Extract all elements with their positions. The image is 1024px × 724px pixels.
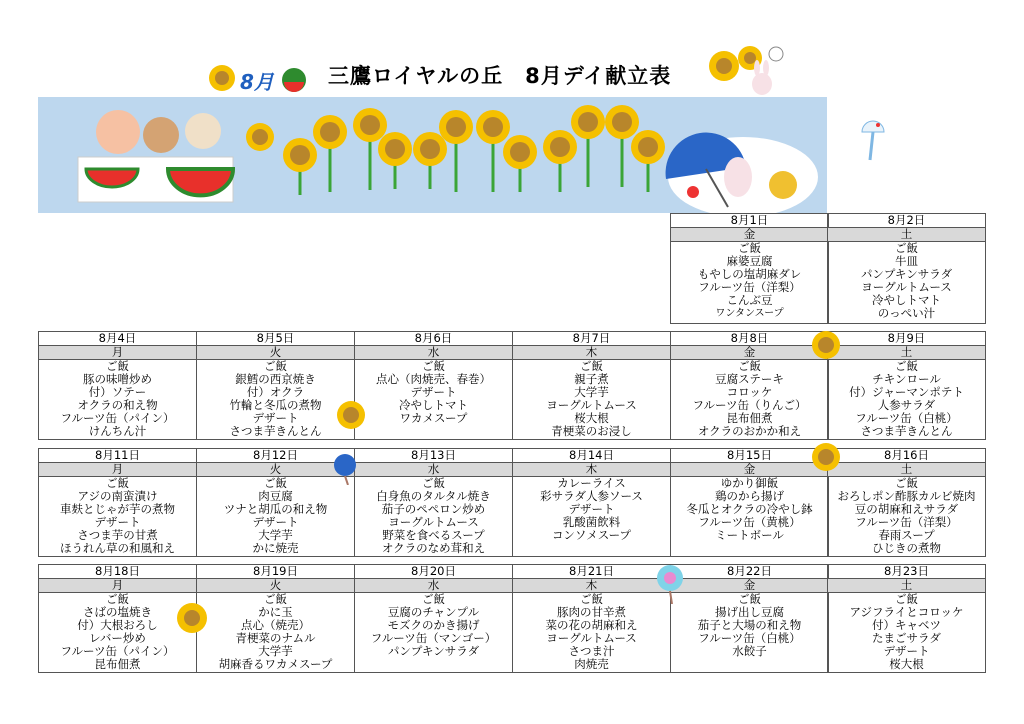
day-date: 8月21日: [513, 565, 670, 579]
month-badge: [206, 60, 311, 96]
menu-item: もやしの塩胡麻ダレ: [697, 268, 802, 281]
day-date: 8月5日: [197, 332, 354, 346]
menu-item: デザート: [94, 516, 141, 529]
menu-items: [828, 360, 985, 438]
menu-item: フルーツ缶（黄桃）: [698, 516, 801, 529]
menu-item: ツナと胡瓜の和え物: [223, 503, 328, 516]
day-weekday: 火: [197, 346, 354, 360]
menu-item: パンプキンサラダ: [860, 268, 953, 281]
menu-item: さつま汁: [568, 645, 615, 658]
menu-item: ご飯: [738, 242, 761, 255]
menu-item: 豆の胡麻和えサラダ: [854, 503, 959, 516]
page-title: 三鷹ロイヤルの丘 8月デイ献立表: [328, 64, 672, 88]
menu-item: 揚げ出し豆腐: [715, 606, 784, 619]
menu-item: ご飯: [106, 477, 129, 490]
menu-item: コンソメスープ: [551, 529, 632, 542]
day-weekday: 木: [513, 346, 670, 360]
sunflower-icon: [336, 400, 366, 430]
menu-item: 付）大根おろし: [77, 619, 158, 632]
menu-item: 豆腐ステーキ: [715, 373, 784, 386]
watermelon-icon: [282, 68, 306, 92]
menu-item: 昆布佃煮: [726, 412, 773, 425]
menu-item: 茄子と大場の和え物: [697, 619, 802, 632]
beach-ball-icon: [769, 171, 797, 199]
crab-icon: [687, 186, 699, 198]
dog-icon: [185, 113, 221, 149]
menu-items: [671, 477, 828, 542]
day-weekday: 月: [39, 463, 196, 477]
menu-item: ワンタンスープ: [715, 308, 784, 319]
menu-item: ご飯: [264, 360, 287, 373]
menu-items: [671, 242, 828, 320]
menu-item: 大学芋: [574, 386, 609, 399]
bunny-icon: [724, 157, 752, 197]
menu-items: [355, 360, 512, 425]
menu-item: デザート: [252, 516, 299, 529]
day-cell: [38, 331, 197, 440]
menu-item: ご飯: [895, 360, 918, 373]
menu-item: ご飯: [264, 477, 287, 490]
day-weekday: 月: [39, 346, 196, 360]
menu-item: アジフライとコロッケ: [849, 606, 964, 619]
day-date: 8月11日: [39, 449, 196, 463]
menu-item: ヨーグルトムース: [546, 399, 637, 412]
menu-item: ご飯: [580, 593, 603, 606]
day-cell: [827, 213, 986, 324]
menu-items: [513, 593, 670, 671]
menu-item: 豆腐のチャンプル: [387, 606, 480, 619]
menu-items: [39, 360, 196, 438]
day-date: 8月13日: [355, 449, 512, 463]
day-cell: [827, 564, 986, 673]
day-weekday: 金: [671, 579, 828, 593]
day-weekday: 水: [355, 579, 512, 593]
menu-item: 冷やしトマト: [399, 399, 468, 412]
menu-item: ご飯: [422, 360, 445, 373]
day-weekday: 水: [355, 463, 512, 477]
day-cell: [670, 213, 829, 324]
day-weekday: 金: [671, 463, 828, 477]
menu-item: 牛皿: [895, 255, 918, 268]
day-weekday: 木: [513, 463, 670, 477]
summer-banner: [38, 97, 827, 213]
day-cell: [827, 448, 986, 557]
menu-item: フルーツ缶（白桃）: [855, 412, 958, 425]
sunflower-row: [246, 105, 665, 195]
day-weekday: 土: [828, 463, 985, 477]
menu-item: フルーツ缶（洋梨）: [855, 516, 958, 529]
menu-item: 冬瓜とオクラの冷やし鉢: [686, 503, 813, 516]
sunflower-icon: [811, 442, 841, 472]
menu-item: レバー炒め: [89, 632, 146, 645]
menu-item: ご飯: [580, 360, 603, 373]
day-date: 8月12日: [197, 449, 354, 463]
day-weekday: 金: [671, 228, 828, 242]
day-weekday: 金: [671, 346, 828, 360]
menu-item: オクラの和え物: [77, 399, 158, 412]
menu-items: [828, 477, 985, 555]
menu-item: ヨーグルトムース: [861, 281, 952, 294]
uchiwa-fan-icon: [654, 564, 686, 604]
day-weekday: 水: [355, 346, 512, 360]
menu-items: [197, 360, 354, 438]
menu-items: [355, 477, 512, 555]
day-cell: [38, 448, 197, 557]
menu-item: デザート: [252, 412, 299, 425]
menu-item: ご飯: [738, 360, 761, 373]
menu-item: 肉焼売: [574, 658, 609, 671]
menu-item: 彩サラダ人参ソース: [540, 490, 643, 503]
menu-item: のっぺい汁: [877, 307, 936, 320]
menu-item: 親子煮: [574, 373, 609, 386]
menu-item: 豚の味噌炒め: [83, 373, 152, 386]
menu-item: ミートボール: [715, 529, 784, 542]
day-weekday: 土: [828, 228, 985, 242]
menu-item: 茄子のペペロン炒め: [381, 503, 486, 516]
menu-item: ご飯: [106, 593, 129, 606]
menu-items: [197, 593, 354, 671]
menu-item: けんちん汁: [88, 425, 147, 438]
menu-item: チキンロール: [872, 373, 941, 386]
pig-icon: [96, 110, 140, 154]
menu-item: カレーライス: [557, 477, 626, 490]
menu-item: デザート: [410, 386, 457, 399]
wind-chime-icon: [858, 112, 888, 167]
day-date: 8月15日: [671, 449, 828, 463]
menu-item: たまごサラダ: [872, 632, 941, 645]
day-cell: [670, 564, 829, 673]
day-cell: [512, 564, 671, 673]
day-date: 8月4日: [39, 332, 196, 346]
day-date: 8月8日: [671, 332, 828, 346]
bear-icon: [143, 117, 179, 153]
banner-illustration: [38, 97, 827, 213]
menu-item: 豚肉の甘辛煮: [557, 606, 626, 619]
menu-item: 人参サラダ: [877, 399, 936, 412]
menu-item: ご飯: [895, 593, 918, 606]
menu-item: 車麸とじゃが芋の煮物: [60, 503, 175, 516]
day-date: 8月9日: [828, 332, 985, 346]
menu-item: 桜大根: [574, 412, 609, 425]
menu-item: ワカメスープ: [399, 412, 468, 425]
menu-item: 点心（焼売）: [241, 619, 310, 632]
menu-item: 点心（肉焼売、春巻）: [376, 373, 491, 386]
menu-item: デザート: [568, 503, 615, 516]
day-date: 8月2日: [828, 214, 985, 228]
menu-item: おろしポン酢豚カルビ焼肉: [837, 490, 976, 503]
day-cell: [670, 331, 829, 440]
day-cell: [196, 564, 355, 673]
menu-item: ご飯: [264, 593, 287, 606]
day-cell: [512, 331, 671, 440]
day-cell: [196, 331, 355, 440]
day-cell: [670, 448, 829, 557]
day-date: 8月18日: [39, 565, 196, 579]
menu-item: フルーツ缶（白桃）: [698, 632, 801, 645]
menu-item: 乳酸菌飲料: [562, 516, 621, 529]
menu-item: ご飯: [106, 360, 129, 373]
menu-item: コロッケ: [726, 386, 773, 399]
menu-item: 菜の花の胡麻和え: [545, 619, 638, 632]
menu-item: 付）ソテー: [88, 386, 147, 399]
day-weekday: 火: [197, 579, 354, 593]
menu-item: 春雨スープ: [878, 529, 935, 542]
menu-item: かに焼売: [252, 542, 299, 555]
day-cell: [827, 331, 986, 440]
menu-items: [671, 593, 828, 658]
day-date: 8月14日: [513, 449, 670, 463]
day-weekday: 木: [513, 579, 670, 593]
day-date: 8月19日: [197, 565, 354, 579]
menu-items: [671, 360, 828, 438]
menu-item: ほうれん草の和風和え: [60, 542, 175, 555]
menu-item: 付）キャベツ: [872, 619, 941, 632]
menu-items: [39, 593, 196, 671]
menu-item: 野菜を食べるスープ: [382, 529, 485, 542]
menu-item: ひじきの煮物: [872, 542, 941, 555]
menu-item: 大学芋: [258, 529, 293, 542]
menu-item: フルーツ缶（洋梨）: [698, 281, 801, 294]
day-weekday: 土: [828, 579, 985, 593]
day-date: 8月23日: [828, 565, 985, 579]
menu-item: 肉豆腐: [258, 490, 293, 503]
menu-items: [197, 477, 354, 555]
menu-items: [39, 477, 196, 555]
menu-item: フルーツ缶（パイン）: [60, 412, 175, 425]
menu-item: 昆布佃煮: [94, 658, 141, 671]
menu-item: さつま芋の甘煮: [77, 529, 158, 542]
menu-items: [513, 360, 670, 438]
day-weekday: 月: [39, 579, 196, 593]
uchiwa-fan-icon: [330, 453, 360, 485]
menu-item: ご飯: [422, 593, 445, 606]
menu-item: 白身魚のタルタル焼き: [376, 490, 491, 503]
day-date: 8月16日: [828, 449, 985, 463]
menu-item: ご飯: [422, 477, 445, 490]
menu-item: 水餃子: [732, 645, 767, 658]
menu-item: 青梗菜のナムル: [235, 632, 316, 645]
menu-item: ご飯: [895, 477, 918, 490]
menu-item: こんぶ豆: [726, 294, 773, 307]
day-cell: [512, 448, 671, 557]
menu-items: [828, 593, 985, 671]
menu-item: ご飯: [895, 242, 918, 255]
day-cell: [354, 331, 513, 440]
menu-items: [513, 477, 670, 542]
sunflower-bunny-decoration: [706, 44, 786, 99]
menu-item: 銀鱈の西京焼き: [235, 373, 316, 386]
menu-item: オクラのおかか和え: [697, 425, 802, 438]
menu-item: フルーツ缶（パイン）: [60, 645, 175, 658]
menu-item: さつま芋きんとん: [860, 425, 953, 438]
menu-item: 竹輪と冬瓜の煮物: [229, 399, 322, 412]
day-cell: [354, 564, 513, 673]
menu-items: [355, 593, 512, 658]
menu-item: かに玉: [258, 606, 293, 619]
menu-item: アジの南蛮漬け: [77, 490, 158, 503]
menu-item: 桜大根: [889, 658, 924, 671]
menu-item: ご飯: [738, 593, 761, 606]
menu-item: 胡麻香るワカメスープ: [218, 658, 333, 671]
day-weekday: 火: [197, 463, 354, 477]
menu-items: [828, 242, 985, 320]
menu-item: ヨーグルトムース: [388, 516, 479, 529]
day-date: 8月22日: [671, 565, 828, 579]
menu-item: デザート: [883, 645, 930, 658]
sunflower-icon: [176, 602, 208, 634]
menu-item: 付）ジャーマンポテト: [849, 386, 964, 399]
menu-item: 大学芋: [258, 645, 293, 658]
day-date: 8月20日: [355, 565, 512, 579]
day-cell: [354, 448, 513, 557]
menu-item: フルーツ缶（マンゴー）: [370, 632, 497, 645]
menu-item: さつま芋きんとん: [229, 425, 322, 438]
menu-item: 付）オクラ: [246, 386, 305, 399]
menu-item: モズクのかき揚げ: [387, 619, 480, 632]
day-cell: [38, 564, 197, 673]
menu-item: ゆかり御飯: [720, 477, 779, 490]
menu-item: パンプキンサラダ: [387, 645, 480, 658]
menu-item: オクラのなめ茸和え: [381, 542, 486, 555]
menu-item: フルーツ缶（りんご）: [692, 399, 807, 412]
menu-item: 青梗菜のお浸し: [551, 425, 632, 438]
menu-item: 麻婆豆腐: [726, 255, 773, 268]
day-weekday: 土: [828, 346, 985, 360]
day-date: 8月7日: [513, 332, 670, 346]
day-date: 8月1日: [671, 214, 828, 228]
sunflower-icon: [811, 330, 841, 360]
menu-item: 冷やしトマト: [872, 294, 941, 307]
menu-item: ヨーグルトムース: [546, 632, 637, 645]
menu-item: さばの塩焼き: [83, 606, 152, 619]
menu-item: 鶏のから揚げ: [715, 490, 784, 503]
day-date: 8月6日: [355, 332, 512, 346]
month-badge-text: 8月: [240, 70, 274, 94]
